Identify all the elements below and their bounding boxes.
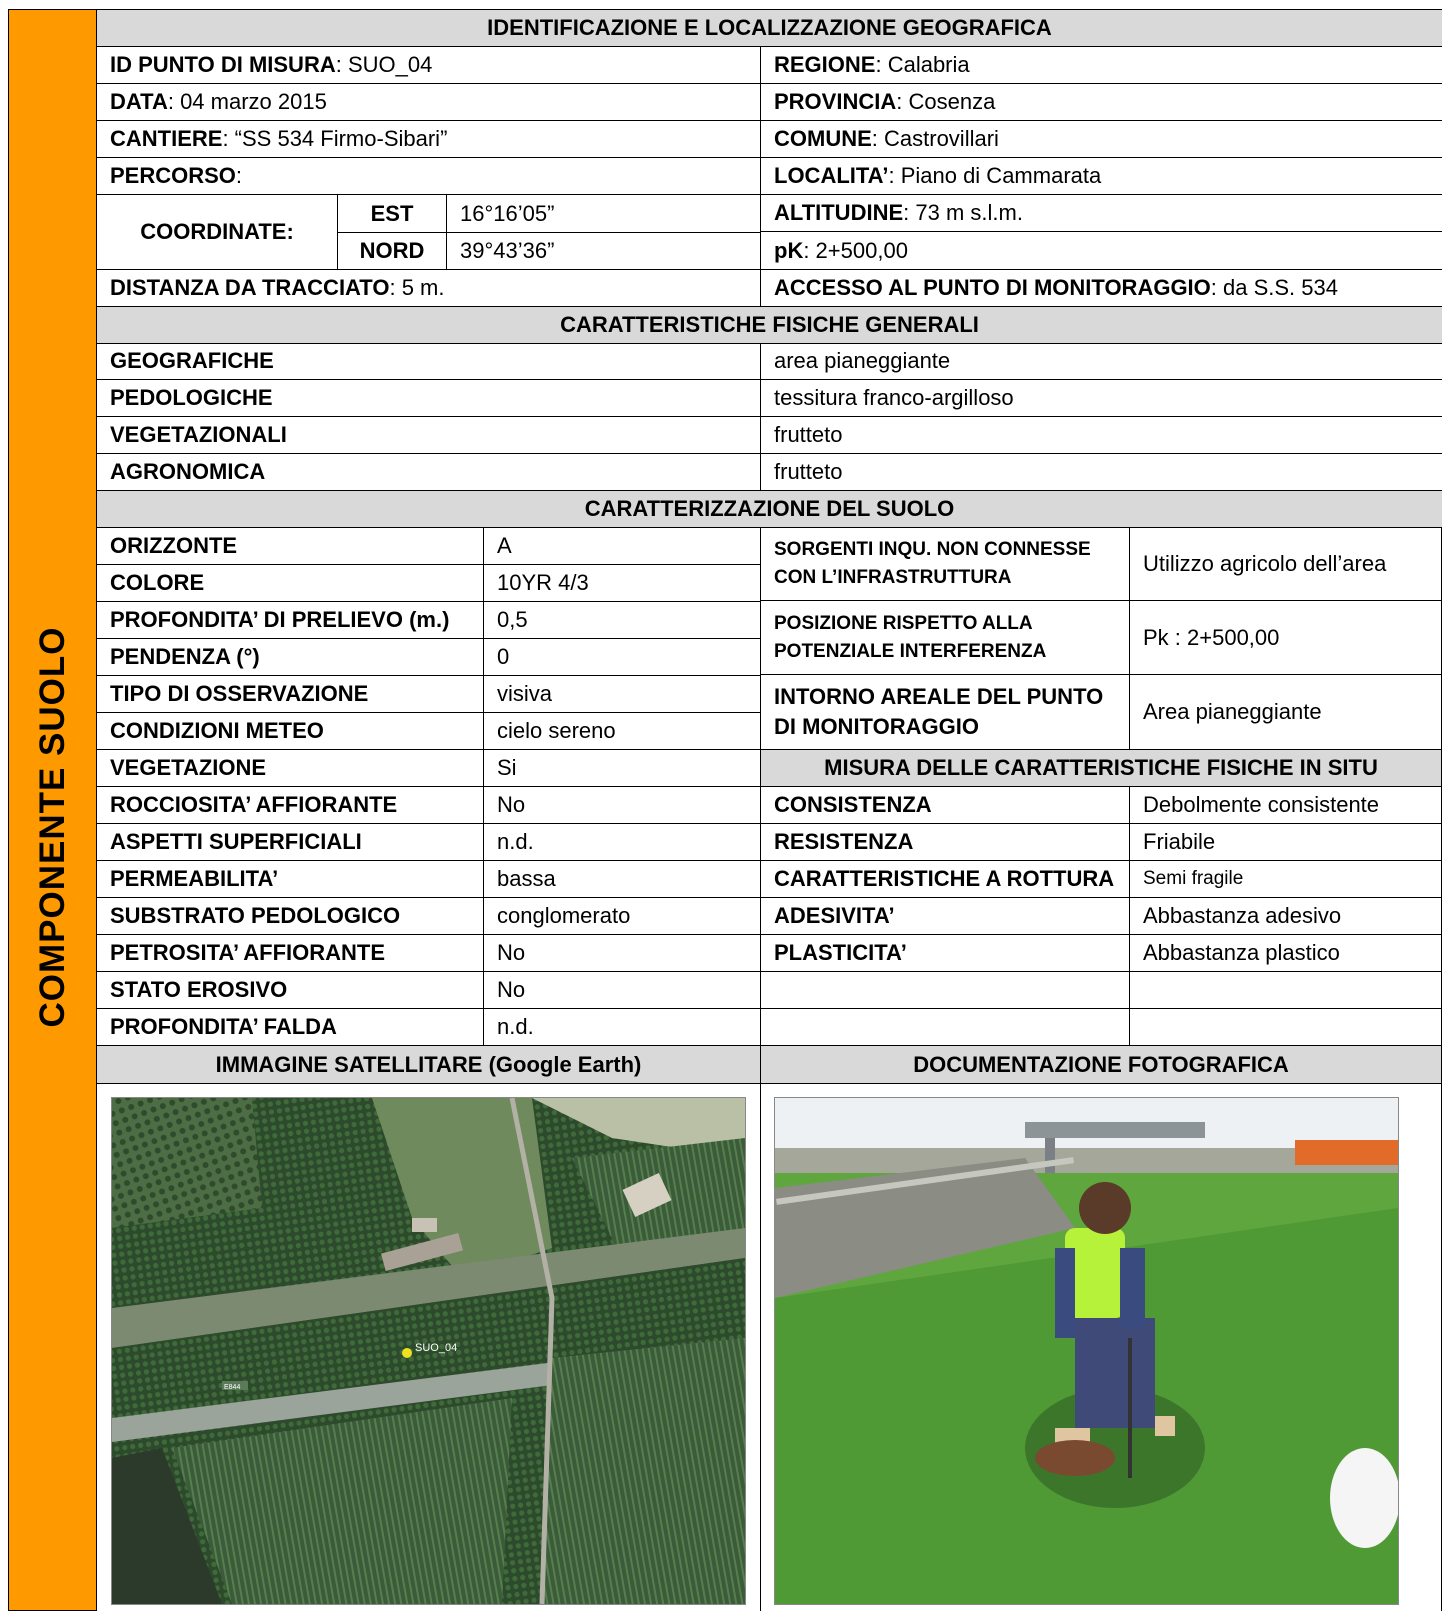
soil-row — [97, 676, 760, 713]
soil-row-label: SUBSTRATO PEDOLOGICO — [110, 903, 401, 928]
accesso-cell: ACCESSO AL PUNTO DI MONITORAGGIO : da S.S. 534 — [760, 270, 1442, 306]
soil-row — [97, 935, 760, 972]
soil-row-value: No — [483, 787, 760, 823]
pedologiche-label: PEDOLOGICHE — [110, 385, 273, 410]
misura-row-label: CARATTERISTICHE A ROTTURA — [774, 866, 1115, 891]
section-title-caratteristiche: CARATTERISTICHE FISICHE GENERALI — [97, 307, 1442, 343]
soil-row-value: bassa — [483, 861, 760, 897]
soil-row — [97, 861, 760, 898]
comune-cell: COMUNE : Castrovillari — [760, 121, 1442, 157]
soil-row — [97, 528, 760, 565]
soil-row — [97, 639, 760, 676]
misura-row-label: CONSISTENZA — [774, 792, 932, 817]
side-label: COMPONENTE SUOLO — [32, 626, 72, 1028]
geografiche-value: area pianeggiante — [760, 343, 1442, 379]
agronomica-label: AGRONOMICA — [110, 459, 266, 484]
misura-row-label: RESISTENZA — [774, 829, 914, 854]
intorno-label: INTORNO AREALE DEL PUNTO DI MONITORAGGIO — [774, 684, 1104, 739]
soil-row-value: n.d. — [483, 824, 760, 860]
localita-cell: LOCALITA’ : Piano di Cammarata — [760, 158, 1442, 194]
empty-cell — [761, 1009, 1129, 1045]
soil-row-label: ORIZZONTE — [110, 533, 238, 558]
soil-row-value: Si — [483, 750, 760, 786]
soil-row-label: PERMEABILITA’ — [110, 866, 279, 891]
soil-row-label: CONDIZIONI METEO — [110, 718, 324, 743]
nord-value: 39°43’36” — [446, 232, 760, 269]
misura-row-value: Debolmente consistente — [1129, 787, 1441, 823]
coordinate-label: COORDINATE: — [140, 219, 294, 244]
soil-row-label: PETROSITA’ AFFIORANTE — [110, 940, 386, 965]
vegetazionali-label: VEGETAZIONALI — [110, 422, 287, 447]
misura-row — [761, 787, 1441, 824]
misura-title: MISURA DELLE CARATTERISTICHE FISICHE IN SITU — [761, 750, 1441, 786]
soil-row-value: cielo sereno — [483, 713, 760, 749]
intorno-value: Area pianeggiante — [1129, 675, 1441, 749]
soil-row-value: No — [483, 935, 760, 971]
soil-row-label: STATO EROSIVO — [110, 977, 288, 1002]
side-band — [8, 9, 97, 1611]
soil-row-value: conglomerato — [483, 898, 760, 934]
posizione-label: POSIZIONE RISPETTO ALLA POTENZIALE INTERFERENZA — [774, 612, 1047, 662]
section-title-suolo: CARATTERIZZAZIONE DEL SUOLO — [97, 491, 1442, 527]
soil-row-value: visiva — [483, 676, 760, 712]
photo-title: DOCUMENTAZIONE FOTOGRAFICA — [760, 1046, 1441, 1083]
identification-section — [97, 9, 1442, 338]
altitudine-cell: ALTITUDINE : 73 m s.l.m. — [761, 195, 1442, 232]
data-cell: DATA : 04 marzo 2015 — [110, 89, 327, 114]
misura-row — [761, 861, 1441, 898]
soil-row-label: VEGETAZIONE — [110, 755, 267, 780]
misura-row-label: PLASTICITA’ — [774, 940, 907, 965]
nord-label: NORD — [337, 232, 446, 269]
soil-row-value: 10YR 4/3 — [483, 565, 760, 601]
soil-row-label: PENDENZA (°) — [110, 644, 260, 669]
percorso-cell: PERCORSO : — [110, 163, 243, 188]
section-title-identification: IDENTIFICAZIONE E LOCALIZZAZIONE GEOGRAFICA — [97, 10, 1442, 46]
id-punto-cell: ID PUNTO DI MISURA : SUO_04 — [110, 52, 433, 77]
posizione-value: Pk : 2+500,00 — [1129, 601, 1441, 674]
physical-features-section — [97, 343, 1442, 491]
est-label: EST — [337, 195, 446, 232]
road-label: E844 — [224, 1384, 241, 1391]
soil-row-value: A — [483, 528, 760, 564]
sorgenti-label: SORGENTI INQU. NON CONNESSE CON L’INFRASTRUTTURA — [774, 539, 1091, 588]
soil-row — [97, 824, 760, 861]
geografiche-label: GEOGRAFICHE — [110, 348, 274, 373]
soil-row-value: n.d. — [483, 1009, 760, 1045]
pk-cell: pK : 2+500,00 — [774, 237, 908, 263]
misura-row-value: Abbastanza plastico — [1129, 935, 1441, 971]
misura-row-value: Friabile — [1129, 824, 1441, 860]
soil-left-table — [97, 528, 760, 1046]
misura-row-value: Semi fragile — [1129, 861, 1441, 897]
satellite-image — [111, 1097, 746, 1605]
sorgenti-value: Utilizzo agricolo dell’area — [1129, 528, 1441, 600]
soil-row-value: 0,5 — [483, 602, 760, 638]
distanza-cell: DISTANZA DA TRACCIATO : 5 m. — [110, 275, 445, 300]
misura-row — [761, 935, 1441, 972]
map-label: SUO_04 — [415, 1342, 458, 1354]
misura-row — [761, 898, 1441, 935]
soil-right-table — [760, 528, 1442, 1046]
soil-row — [97, 972, 760, 1009]
est-value: 16°16’05” — [446, 195, 760, 232]
vegetazionali-value: frutteto — [760, 417, 1442, 453]
misura-row-value: Abbastanza adesivo — [1129, 898, 1441, 934]
soil-row-label: TIPO DI OSSERVAZIONE — [110, 681, 369, 706]
soil-row — [97, 1009, 760, 1046]
soil-row-value: 0 — [483, 639, 760, 675]
empty-cell — [761, 972, 1129, 1008]
soil-row — [97, 750, 760, 787]
misura-row — [761, 824, 1441, 861]
empty-cell — [1129, 1009, 1441, 1045]
pedologiche-value: tessitura franco-argilloso — [760, 380, 1442, 416]
provincia-cell: PROVINCIA : Cosenza — [760, 84, 1442, 120]
field-photo — [774, 1097, 1399, 1605]
soil-row — [97, 787, 760, 824]
satellite-title: IMMAGINE SATELLITARE (Google Earth) — [215, 1051, 642, 1077]
soil-row-label: COLORE — [110, 570, 205, 595]
soil-row — [97, 565, 760, 602]
soil-row-value: No — [483, 972, 760, 1008]
soil-row — [97, 898, 760, 935]
soil-row-label: ROCCIOSITA’ AFFIORANTE — [110, 792, 398, 817]
soil-row — [97, 713, 760, 750]
soil-monitoring-sheet — [97, 9, 1442, 1611]
soil-row-label: PROFONDITA’ FALDA — [110, 1014, 337, 1039]
empty-cell — [1129, 972, 1441, 1008]
cantiere-cell: CANTIERE : “SS 534 Firmo-Sibari” — [110, 126, 448, 151]
soil-row — [97, 602, 760, 639]
soil-row-label: PROFONDITA’ DI PRELIEVO (m.) — [110, 607, 450, 632]
misura-row-label: ADESIVITA’ — [774, 903, 895, 928]
agronomica-value: frutteto — [760, 454, 1442, 490]
regione-cell: REGIONE : Calabria — [760, 47, 1442, 83]
soil-row-label: ASPETTI SUPERFICIALI — [110, 829, 362, 854]
